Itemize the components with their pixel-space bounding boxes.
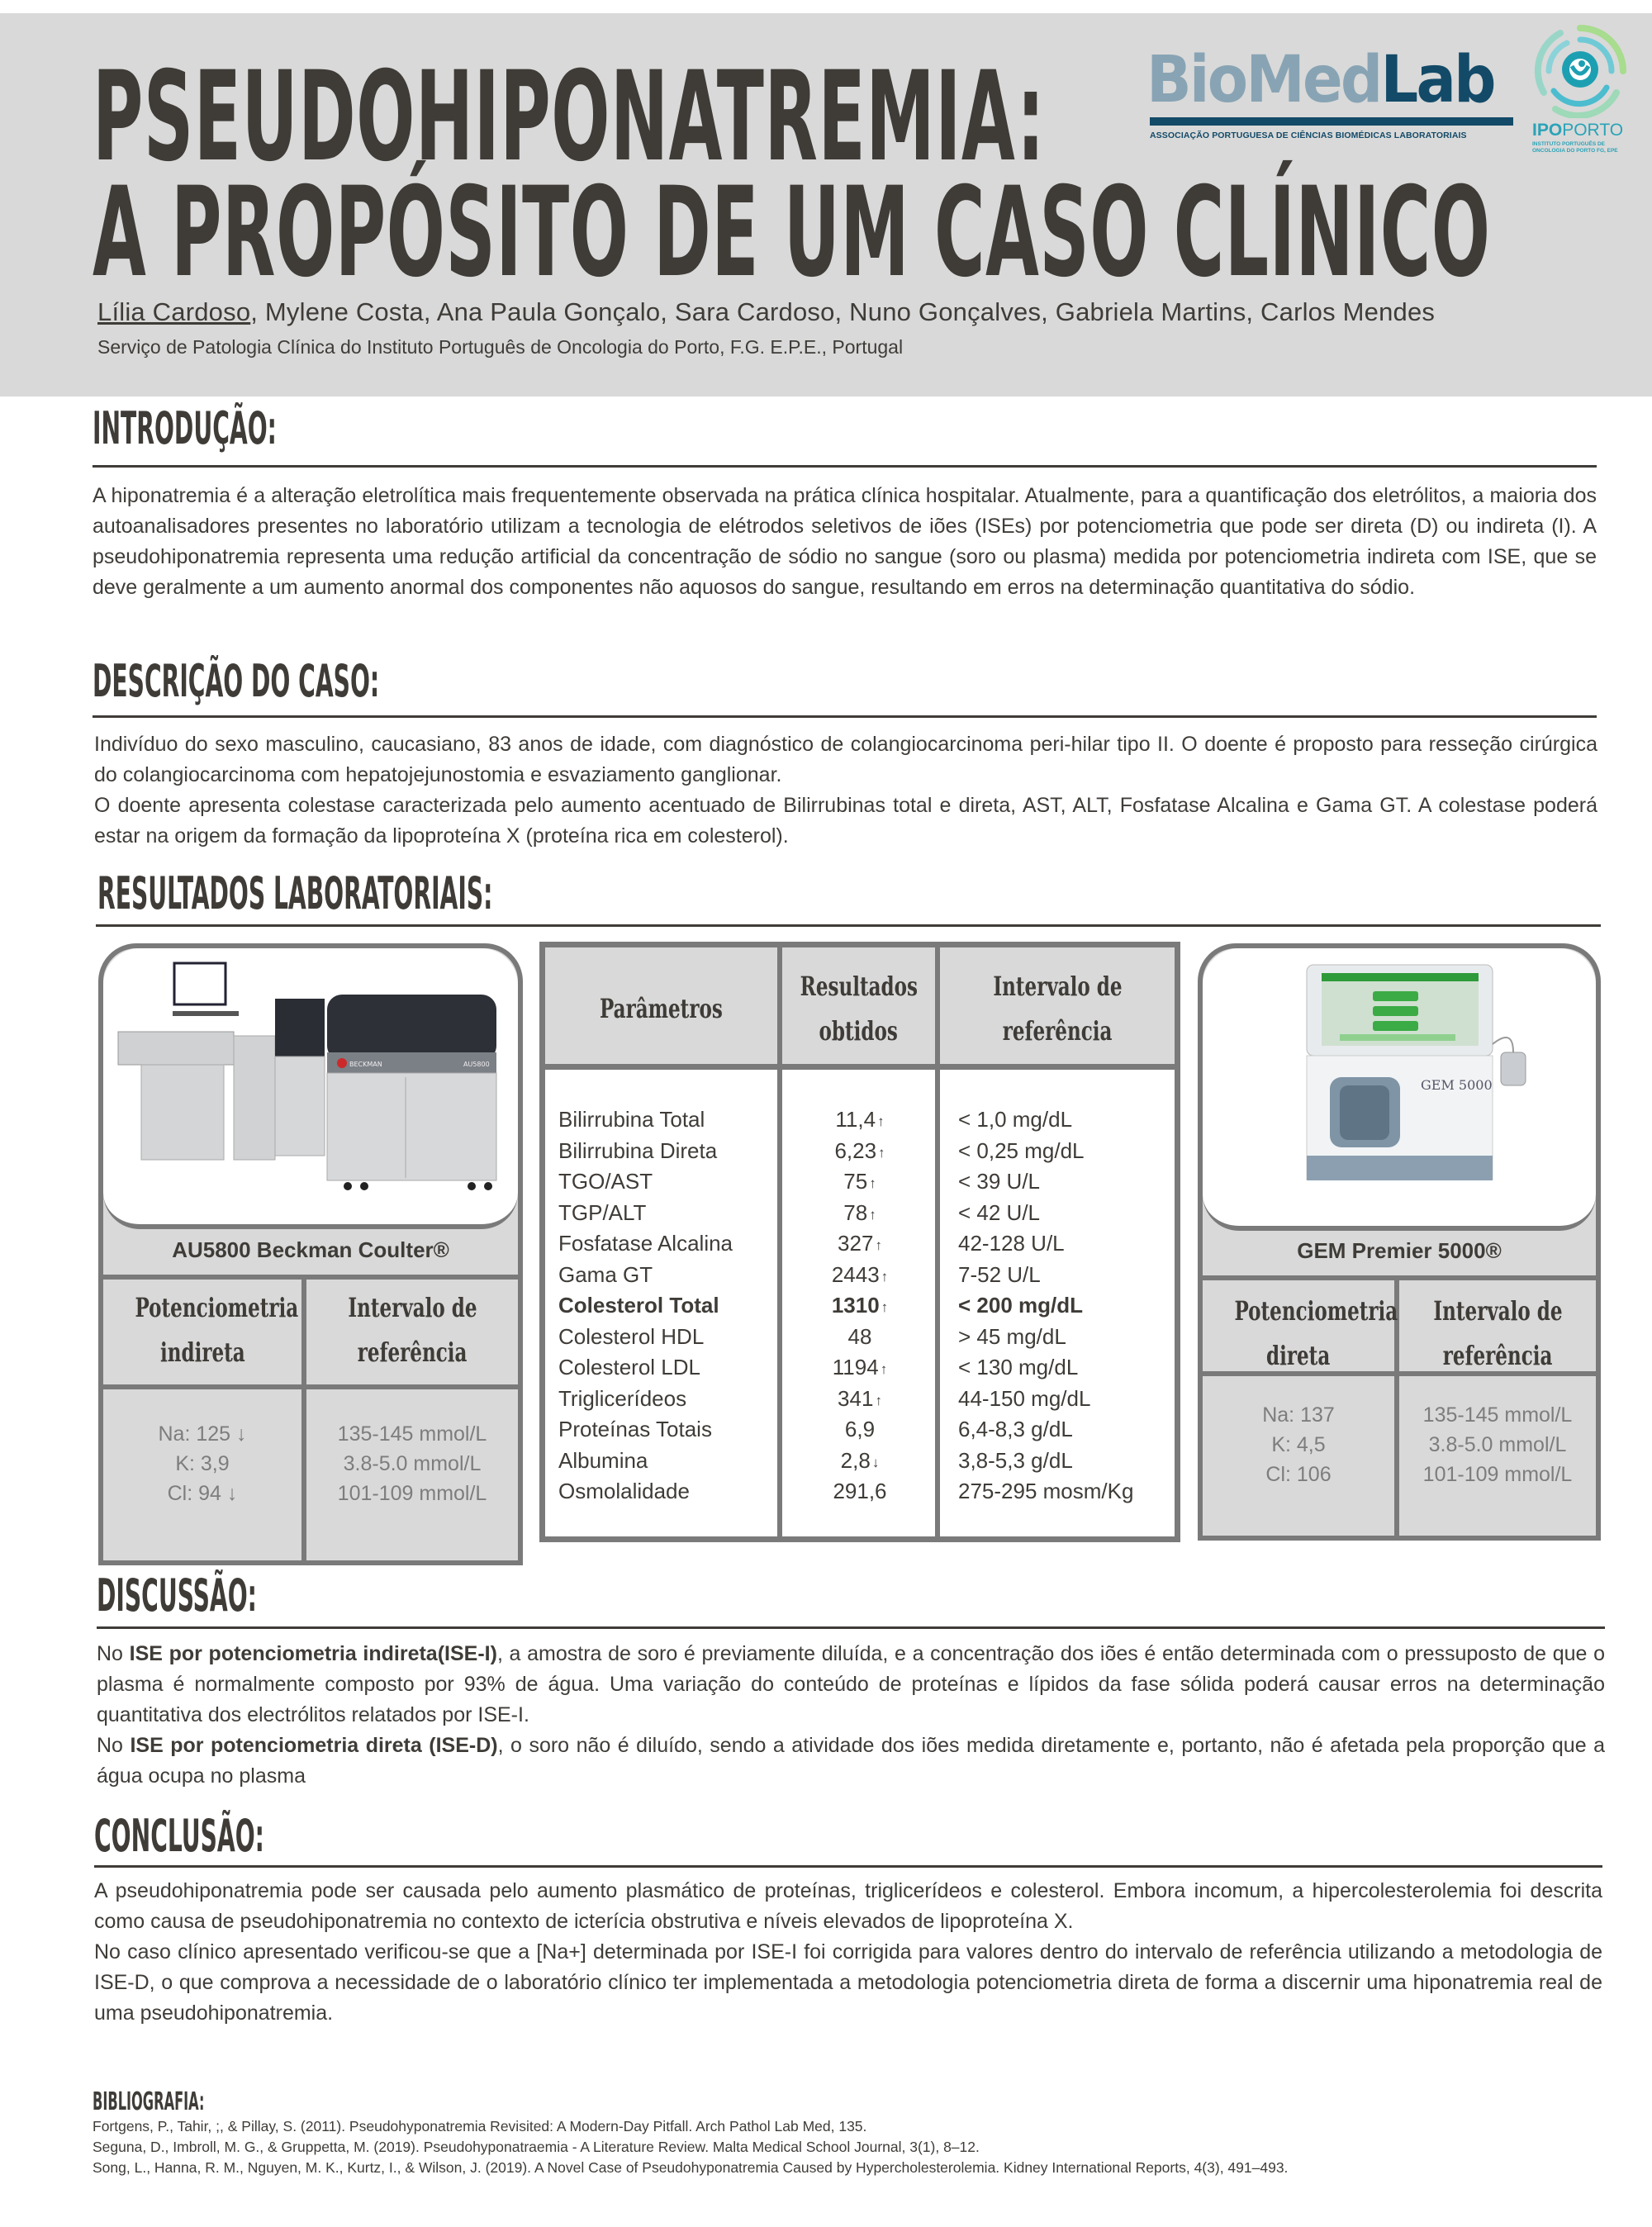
value-na: Na: 137: [1262, 1403, 1335, 1427]
arrow-up-icon: ↑: [875, 1392, 882, 1408]
table-row: [545, 1290, 1175, 1322]
section-divider: [96, 924, 1601, 927]
direct-ranges: [1399, 1400, 1596, 1489]
cell-result: [781, 1228, 938, 1261]
panel-divider: [103, 1384, 518, 1389]
discussao-text: No ISE por potenciometria indireta(ISE-I), a amostra de soro é previamente diluída, e a concentração dos iões é então determinada com o pressuposto de que o plasma é normalmente composto por 93% de água. Uma variação do conteúdo de proteínas e lípidos da fase sólida poderá causar erros na determinação quantitativa dos electrólitos relatados por ISE-I. No ISE por potenciometria direta (ISE-D), o soro não é diluído, sendo a atividade dos iões medida diretamente e, portanto, não é afetada pela proporção que a água ocupa no plasma: [97, 1642, 1605, 1788]
cell-reference: < 42 U/L: [958, 1199, 1041, 1225]
table-row: [545, 1384, 1175, 1415]
biomedlab-logo: [1146, 43, 1514, 147]
bibliography-list: [93, 2116, 1288, 2178]
arrow-up-icon: ↑: [875, 1237, 882, 1253]
ipo-name: IPOPORTO: [1532, 121, 1624, 140]
panel-divider: [103, 1275, 518, 1280]
reference-item: Song, L., Hanna, R. M., Nguyen, M. K., Kurtz, I., & Wilson, J. (2019). A Novel Case of Pseudohyponatremia Caused by Hypercholesterolemia. Kidney International Reports, 4(3), 491–493.: [93, 2159, 1289, 2176]
section-heading-conclusao: CONCLUSÃO:: [94, 1810, 264, 1862]
cell-reference: < 200 mg/dL: [958, 1293, 1083, 1318]
arrow-up-icon: ↑: [878, 1144, 885, 1161]
section-heading-introducao: INTRODUÇÃO:: [93, 402, 277, 454]
cell-parameter: Bilirrubina Total: [558, 1107, 705, 1132]
range-na: 135-145 mmol/L: [337, 1422, 487, 1446]
arrow-up-icon: ↑: [880, 1361, 888, 1377]
result-value: 1194: [832, 1355, 879, 1379]
au5800-photo: [103, 948, 518, 1229]
reference-item: Fortgens, P., Tahir, ;, & Pillay, S. (2011). Pseudohyponatremia Revisited: A Modern-Day Pitfall. Arch Pathol Lab Med, 135.: [93, 2118, 867, 2134]
header-reference-interval: Intervalo de referência: [1432, 1295, 1563, 1371]
panel-indirect-potentiometry: [98, 943, 523, 1565]
reference-item: Seguna, D., Imbroll, M. G., & Gruppetta, M. (2019). Pseudohyponatraemia - A Literature Review. Malta Medical School Journal, 3(1), 8–12.: [93, 2139, 980, 2155]
range-k: 3.8-5.0 mmol/L: [343, 1452, 482, 1475]
ipo-porto-logo: [1531, 23, 1630, 155]
introducao-text: A hiponatremia é a alteração eletrolítica mais frequentemente observada na prática clínica hospitalar. Atualmente, para a quantificação dos eletrólitos, a maioria dos autoanalisadores presentes no laboratório utilizam a tecnologia de elétrodos seletivos de iões (ISEs) por potenciometria que pode ser direta (D) ou indireta (I). A pseudohiponatremia representa uma redução artificial da concentração de sódio no sangue (soro ou plasma) medida por potenciometria indireta com ISE, que se deve geralmente a um aumento anormal dos componentes não aquosos do sangue, resultando em erros na determinação quantitativa do sódio.: [93, 484, 1597, 599]
presenting-author: Lília Cardoso: [97, 297, 251, 326]
table-row: [545, 1166, 1175, 1198]
arrow-up-icon: ↑: [877, 1114, 885, 1129]
cell-parameter: TGO/AST: [558, 1169, 653, 1194]
section-divider: [93, 715, 1597, 718]
gem5000-photo: [1203, 948, 1596, 1231]
cell-result: [781, 1260, 938, 1293]
table-row: [545, 1198, 1175, 1229]
authors: [97, 297, 1435, 327]
cell-reference: 44-150 mg/dL: [958, 1385, 1091, 1411]
instrument-model-gem5000: GEM Premier 5000®: [1297, 1238, 1502, 1263]
header-direct-potentiometry: Potenciometria direta: [1234, 1295, 1398, 1371]
cell-parameter: Colesterol LDL: [558, 1355, 700, 1379]
biomedlab-bar: [1150, 117, 1513, 126]
biomedlab-subtitle: ASSOCIAÇÃO PORTUGUESA DE CIÊNCIAS BIOMÉDICAS LABORATORIAIS: [1150, 131, 1467, 140]
range-na: 135-145 mmol/L: [1422, 1403, 1573, 1427]
section-heading-descricao: DESCRIÇÃO DO CASO:: [93, 655, 380, 707]
section-divider: [97, 1626, 1605, 1629]
panel-direct-potentiometry: [1198, 943, 1601, 1541]
result-value: 78: [843, 1199, 868, 1225]
cell-parameter: Fosfatase Alcalina: [558, 1231, 733, 1256]
cell-parameter: Osmolalidade: [558, 1479, 690, 1503]
table-row: [545, 1104, 1175, 1136]
result-value: 327: [838, 1231, 874, 1256]
cell-result: [781, 1198, 938, 1231]
arrow-up-icon: ↑: [869, 1175, 876, 1191]
cell-parameter: Triglicerídeos: [558, 1385, 687, 1411]
cell-result: [781, 1384, 938, 1417]
cell-result: [781, 1136, 938, 1169]
cell-reference: 3,8-5,3 g/dL: [958, 1447, 1073, 1473]
table-row: [545, 1352, 1175, 1384]
range-k: 3.8-5.0 mmol/L: [1428, 1433, 1567, 1456]
cell-reference: < 1,0 mg/dL: [958, 1107, 1073, 1132]
cell-result: [781, 1290, 938, 1323]
ipo-emblem-icon: [1531, 23, 1630, 118]
lab-results-table: [539, 942, 1180, 1542]
result-value: 6,9: [844, 1417, 876, 1441]
table-row: [545, 1446, 1175, 1477]
result-value: 2443: [831, 1261, 880, 1287]
blood-gas-analyzer-image-icon: [1208, 953, 1596, 1218]
section-heading-resultados: RESULTADOS LABORATORIAIS:: [97, 867, 493, 919]
panel-divider: [1203, 1371, 1596, 1376]
header-indirect-potentiometry: Potenciometria indireta: [135, 1292, 299, 1368]
arrow-up-icon: ↑: [869, 1206, 876, 1223]
header-reference-interval: Intervalo de referência: [347, 1292, 477, 1368]
result-value: 6,23: [834, 1137, 877, 1163]
arrow-up-icon: ↑: [881, 1299, 889, 1315]
svg-text:GEM 5000: GEM 5000: [1421, 1077, 1493, 1093]
cell-reference: < 39 U/L: [958, 1169, 1041, 1194]
indirect-ranges: [306, 1419, 518, 1508]
title-line-1: PSEUDOHIPONATREMIA:: [93, 45, 1046, 189]
ipo-subtitle: INSTITUTO PORTUGUÊS DE ONCOLOGIA DO PORTO FG, EPE: [1532, 141, 1618, 154]
cell-parameter: Albumina: [558, 1447, 648, 1473]
table-row: [545, 1414, 1175, 1446]
cell-parameter: TGP/ALT: [558, 1199, 647, 1225]
cell-result: [781, 1446, 938, 1479]
result-value: 48: [847, 1323, 872, 1349]
table-body: [545, 1104, 1175, 1508]
value-na: Na: 125 ↓: [158, 1422, 247, 1446]
result-value: 291,6: [833, 1479, 887, 1503]
range-cl: 101-109 mmol/L: [337, 1482, 487, 1505]
value-k: K: 3,9: [175, 1452, 230, 1475]
analyzer-image-icon: [108, 953, 513, 1218]
cell-result: [781, 1104, 938, 1137]
bibliography-heading: BIBLIOGRAFIA:: [93, 2087, 205, 2116]
result-value: 75: [843, 1169, 868, 1194]
cell-parameter: Colesterol HDL: [558, 1323, 705, 1349]
cell-result: [781, 1322, 938, 1353]
arrow-down-icon: ↓: [871, 1454, 880, 1470]
cell-result: [781, 1476, 938, 1508]
table-row: [545, 1228, 1175, 1260]
section-heading-discussao: DISCUSSÃO:: [97, 1569, 257, 1622]
cell-parameter: Colesterol Total: [558, 1293, 719, 1318]
affiliation: Serviço de Patologia Clínica do Instituto Português de Oncologia do Porto, F.G. E.P.E., Portugal: [97, 336, 904, 358]
table-row: [545, 1260, 1175, 1291]
arrow-up-icon: ↑: [881, 1268, 889, 1284]
cell-reference: 275-295 mosm/Kg: [958, 1479, 1134, 1503]
cell-parameter: Proteínas Totais: [558, 1417, 712, 1441]
section-divider: [93, 465, 1597, 468]
column-header-resultados: Resultados obtidos: [800, 971, 918, 1047]
panel-divider: [1203, 1275, 1596, 1280]
column-header-intervalo: Intervalo de referência: [992, 971, 1123, 1047]
svg-text:AU5800: AU5800: [463, 1061, 490, 1068]
cell-reference: 6,4-8,3 g/dL: [958, 1417, 1073, 1441]
cell-parameter: Gama GT: [558, 1261, 653, 1287]
cell-result: [781, 1166, 938, 1199]
biomedlab-wordmark: BioMedLab: [1146, 43, 1494, 117]
direct-values: [1203, 1400, 1394, 1489]
section-divider: [94, 1865, 1602, 1868]
cell-result: [781, 1414, 938, 1446]
cell-reference: > 45 mg/dL: [958, 1323, 1066, 1349]
cell-reference: < 130 mg/dL: [958, 1355, 1079, 1379]
result-value: 1310: [831, 1293, 880, 1318]
result-value: 341: [838, 1385, 874, 1411]
cell-reference: < 0,25 mg/dL: [958, 1137, 1085, 1163]
range-cl: 101-109 mmol/L: [1422, 1463, 1573, 1486]
title-line-2: A PROPÓSITO DE UM CASO CLÍNICO: [93, 161, 1491, 305]
descricao-text: Indivíduo do sexo masculino, caucasiano, 83 anos de idade, com diagnóstico de colangiocarcinoma peri-hilar tipo II. O doente é proposto para resseção cirúrgica do colangiocarcinoma com hepatojejunostomia e esvaziamento ganglionar. O doente apresenta colestase caracterizada pelo aumento acentuado de Bilirrubinas total e direta, AST, ALT, Fosfatase Alcalina e Gama GT. A colestase poderá estar na origem da formação da lipoproteína X (proteína rica em colesterol).: [94, 733, 1597, 848]
value-k: K: 4,5: [1271, 1433, 1326, 1456]
table-row: [545, 1476, 1175, 1508]
cell-reference: 42-128 U/L: [958, 1231, 1065, 1256]
value-cl: Cl: 94 ↓: [167, 1482, 238, 1505]
co-authors: , Mylene Costa, Ana Paula Gonçalo, Sara Cardoso, Nuno Gonçalves, Gabriela Martins, Carlos Mendes: [250, 297, 1436, 326]
cell-result: [781, 1352, 938, 1385]
cell-parameter: Bilirrubina Direta: [558, 1137, 718, 1163]
conclusao-text: A pseudohiponatremia pode ser causada pelo aumento plasmático de proteínas, triglicerídeos e colesterol. Embora incomum, a hipercolesterolemia foi descrita como causa de pseudohiponatremia no contexto de icterícia obstrutiva e níveis elevados de lipoproteína X. No caso clínico apresentado verificou-se que a [Na+] determinada por ISE-I foi corrigida para valores dentro do intervalo de referência utilizando a metodologia de ISE-D, o que comprova a necessidade de o laboratório clínico ter implementada a metodologia potenciometria direta de forma a discernir uma hiponatremia real de uma pseudohiponatremia.: [94, 1879, 1602, 2025]
svg-text:BECKMAN: BECKMAN: [349, 1061, 382, 1068]
column-header-parametros: Parâmetros: [600, 993, 723, 1024]
value-cl: Cl: 106: [1265, 1463, 1332, 1486]
result-value: 2,8: [840, 1447, 871, 1473]
cell-reference: 7-52 U/L: [958, 1261, 1041, 1287]
result-value: 11,4: [835, 1107, 876, 1132]
instrument-model-au5800: AU5800 Beckman Coulter®: [172, 1237, 449, 1262]
table-row: [545, 1136, 1175, 1167]
indirect-values: [103, 1419, 301, 1508]
table-row: [545, 1322, 1175, 1353]
